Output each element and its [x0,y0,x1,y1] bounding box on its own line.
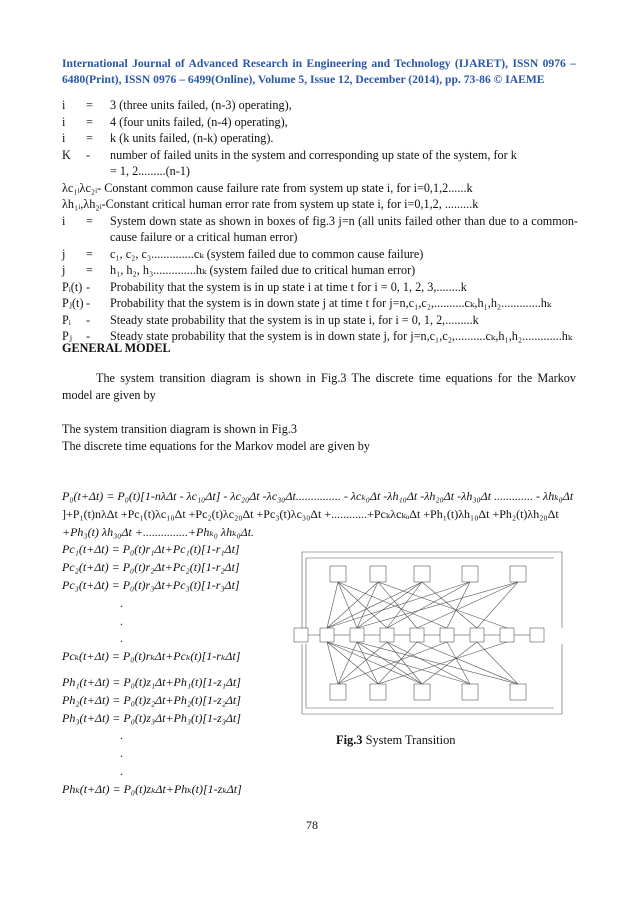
definition-text: System down state as shown in boxes of fig.3 j=n (all units failed other than due to a common-cause failure or a critical human error) [110,213,578,244]
definition-text: h₁, h₂, h₃..............hₖ (system failed due to critical human error) [110,263,416,277]
intro-line: The discrete time equations for the Markov model are given by [62,439,370,453]
system-transition-diagram [292,548,574,718]
definition-text: Steady state probability that the system is in up state i, for i = 0, 1, 2,.........k [110,312,479,327]
figure-caption-text: System Transition [362,733,456,747]
definition-separator: - [86,329,91,343]
definition-text: k (k units failed, (n-k) operating). [110,131,274,145]
definition-text: Probability that the system is in down state j at time t for j=n,c₁,c₂,..........cₖ,h₁,h₂.............hₖ [110,296,552,310]
definition-row [62,246,578,263]
page-number: 78 [306,818,318,832]
definition-row [62,130,578,147]
definition-text: 3 (three units failed, (n-3) operating), [110,98,292,112]
equation: ]+P₁(t)nλΔt +Pc₁(t)λc₁₀Δt +Pc₂(t)λc₂₀Δt +Pc₃(t)λc₃₀Δt +............+PcₖλcₖₒΔt +Ph₁(t)λh₁₀Δt +Ph₂(t)λh₂₀Δt [62,506,559,521]
definition-symbol: λh₁ᵢ,λh₂ᵢ- [62,197,106,211]
definitions-list [62,97,578,345]
definition-separator: - [86,279,91,294]
definition-separator: - [86,147,91,162]
equation: Phₖ(t+Δt) = P₀(t)zₖΔt+Phₖ(t)[1-zₖΔt] [62,781,242,796]
definition-symbol: Pⱼ [62,329,72,343]
equation: Ph₃(t+Δt) = P₀(t)z₃Δt+Ph₃(t)[1-z₃Δt] [62,710,241,725]
definition-text: number of failed units in the system and corresponding up state of the system, for k [110,147,517,162]
definition-row [62,163,578,180]
definition-symbol: Pᵢ(t) [62,279,83,294]
figure-caption [336,733,455,748]
definition-symbol: Pᵢ [62,312,71,327]
definition-separator: - [86,312,91,327]
definition-row [62,196,578,213]
definition-row [62,262,578,279]
ellipsis-dot: . [120,746,123,761]
definition-row [62,114,578,131]
definition-row [62,279,578,296]
ellipsis-dot: . [120,631,123,646]
section-title: GENERAL MODEL [62,341,171,355]
definition-row [62,180,578,197]
definition-separator: - [86,296,91,310]
equation: Pcₖ(t+Δt) = P₀(t)rₖΔt+Pcₖ(t)[1-rₖΔt] [62,649,241,664]
intro-line: The system transition diagram is shown in Fig.3 [62,422,297,436]
definition-symbol: K [62,147,71,162]
definition-separator: = [86,263,93,277]
definition-symbol: i [62,98,66,112]
definition-text: Constant critical human error rate from system up state i, for i=0,1,2, .........k [105,197,479,211]
definition-text: = 1, 2.........(n-1) [110,164,190,178]
equation: +Ph₃(t) λh₃₀Δt +...............+Phₖ₀ λhₖ₀Δt. [62,524,255,539]
figure-caption-label: Fig.3 [336,733,363,747]
definition-separator: = [86,98,93,112]
definition-row [62,213,578,246]
intro-paragraph: The system transition diagram is shown in Fig.3 The discrete time equations for the Markov model are given by [62,371,576,402]
definition-symbol: j [62,246,66,261]
definition-separator: = [86,246,93,261]
definition-row [62,312,578,329]
definition-symbol: i [62,131,66,145]
ellipsis-dot: . [120,763,123,778]
equation: Ph₂(t+Δt) = P₀(t)z₂Δt+Ph₂(t)[1-z₂Δt] [62,692,241,707]
definition-symbol: i [62,114,66,129]
definition-separator: = [86,131,93,145]
ellipsis-dot: . [120,613,123,628]
definition-separator: = [86,114,93,129]
definition-row [62,147,578,164]
definition-text: Constant common cause failure rate from system up state i, for i=0,1,2......k [104,180,473,195]
equation: Pc₃(t+Δt) = P₀(t)r₃Δt+Pc₃(t)[1-r₃Δt] [62,577,240,592]
definition-separator: = [86,213,93,228]
definition-row [62,295,578,312]
definition-text: Probability that the system is in up state i at time t for i = 0, 1, 2, 3,........k [110,279,467,294]
definition-text: c₁, c₂, c₃..............cₖ (system failed due to common cause failure) [110,246,424,261]
equation: Ph₁(t+Δt) = P₀(t)z₁Δt+Ph₁(t)[1-z₁Δt] [62,674,241,689]
ellipsis-dot: . [120,595,123,610]
definition-text: 4 (four units failed, (n-4) operating), [110,114,288,129]
definition-text: Steady state probability that the system is in down state j, for j=n,c₁,c₂,..........cₖ,h₁,h₂.............hₖ [110,329,573,343]
ellipsis-dot: . [120,728,123,743]
definition-symbol: j [62,263,66,277]
definition-row [62,97,578,114]
equation: Pc₁(t+Δt) = P₀(t)r₁Δt+Pc₁(t)[1-r₁Δt] [62,542,240,557]
equation: P₀(t+Δt) = P₀(t)[1-nλΔt - λc₁₀Δt] - λc₂₀Δt -λc₃₀Δt............... - λcₖ₀Δt -λh₁₀Δt -λh₂₀Δt -λh₃₀Δt ............. - λhₖ₀Δt [62,489,574,503]
definition-symbol: i [62,213,66,228]
definition-symbol: λc₁ᵢλc₂ᵢ- [62,180,102,195]
equation: Pc₂(t+Δt) = P₀(t)r₂Δt+Pc₂(t)[1-r₂Δt] [62,560,240,575]
definition-symbol: Pⱼ(t) [62,296,84,310]
journal-header: International Journal of Advanced Research in Engineering and Technology (IJARET), ISSN 0976 – 6480(Print), ISSN 0976 – 6499(Online), Volume 5, Issue 12, December (2014), pp. 73-86 © IAEME [62,57,576,86]
